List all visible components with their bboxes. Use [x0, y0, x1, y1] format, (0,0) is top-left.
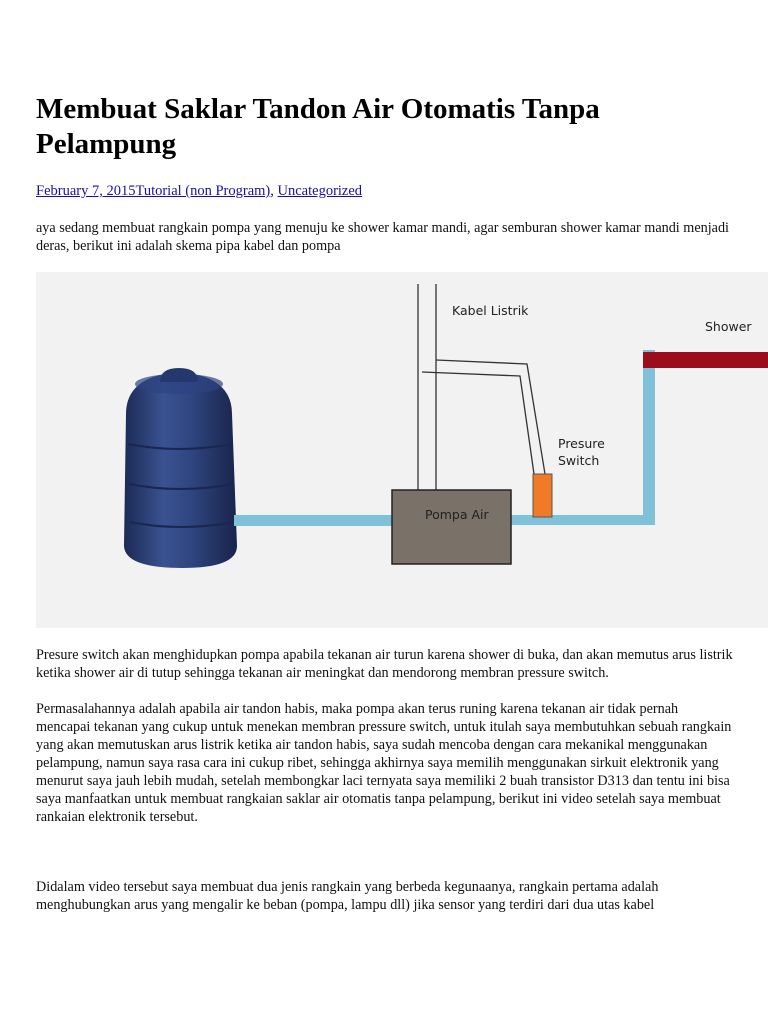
category-link-tutorial[interactable]: Tutorial (non Program) [135, 183, 271, 199]
pump-diagram [36, 272, 768, 628]
shower-pipe [643, 352, 768, 368]
category-link-uncategorized[interactable]: Uncategorized [277, 183, 363, 199]
post-date-link[interactable]: February 7, 2015 [36, 183, 136, 199]
pressure-switch-paragraph: Presure switch akan menghidupkan pompa apabila tekanan air turun karena shower di buka, dan akan memutus arus listrik ketika shower air di tutup sehingga tekanan air meningkat dan mendorong membran pressure switch. [36, 647, 733, 681]
video-paragraph: Didalam video tersebut saya membuat dua jenis rangkain yang berbeda kegunaanya, rangkain pertama adalah menghubungkan arus yang mengalir ke beban (pompa, lampu dll) jika sensor yang terdiri dari dua utas kabel [36, 879, 659, 913]
category-separator: , [270, 183, 278, 199]
pump-label: Pompa Air [425, 507, 489, 522]
cable-label: Kabel Listrik [452, 303, 529, 318]
shower-label: Shower [705, 319, 752, 334]
intro-paragraph: aya sedang membuat rangkain pompa yang menuju ke shower kamar mandi, agar semburan shower kamar mandi menjadi deras, berikut ini adalah skema pipa kabel dan pompa [36, 220, 729, 254]
post-meta [36, 182, 362, 200]
post-title: Membuat Saklar Tandon Air Otomatis Tanpa Pelampung [36, 93, 600, 160]
pump-box [392, 490, 511, 564]
pressure-switch [533, 474, 552, 517]
switch-label-line1: Presure [558, 436, 605, 451]
water-tank-icon [124, 368, 237, 568]
problem-paragraph: Permasalahannya adalah apabila air tandon habis, maka pompa akan terus runing karena tekanan air tidak pernah mencapai tekanan yang cukup untuk menekan membran pressure switch, untuk itulah saya membutuhkan sebuah rangkain yang akan memutuskan arus listrik ketika air tandon habis, saya sudah mencoba dengan cara mekanikal menggunakan pelampung, namun saya rasa cara ini cukup ribet, sehingga akhirnya saya memilih menggunakan sirkuit elektronik yang menurut saya jauh lebih mudah, setelah membongkar laci ternyata saya memiliki 2 buah transistor D313 dan tentu ini bisa saya manfaatkan untuk membuat rangkaian saklar air otomatis tanpa pelampung, berikut ini video setelah saya membuat rankaian elektronik tersebut. [36, 701, 732, 825]
pump-diagram-figure [36, 272, 768, 628]
switch-label-line2: Switch [558, 453, 600, 468]
